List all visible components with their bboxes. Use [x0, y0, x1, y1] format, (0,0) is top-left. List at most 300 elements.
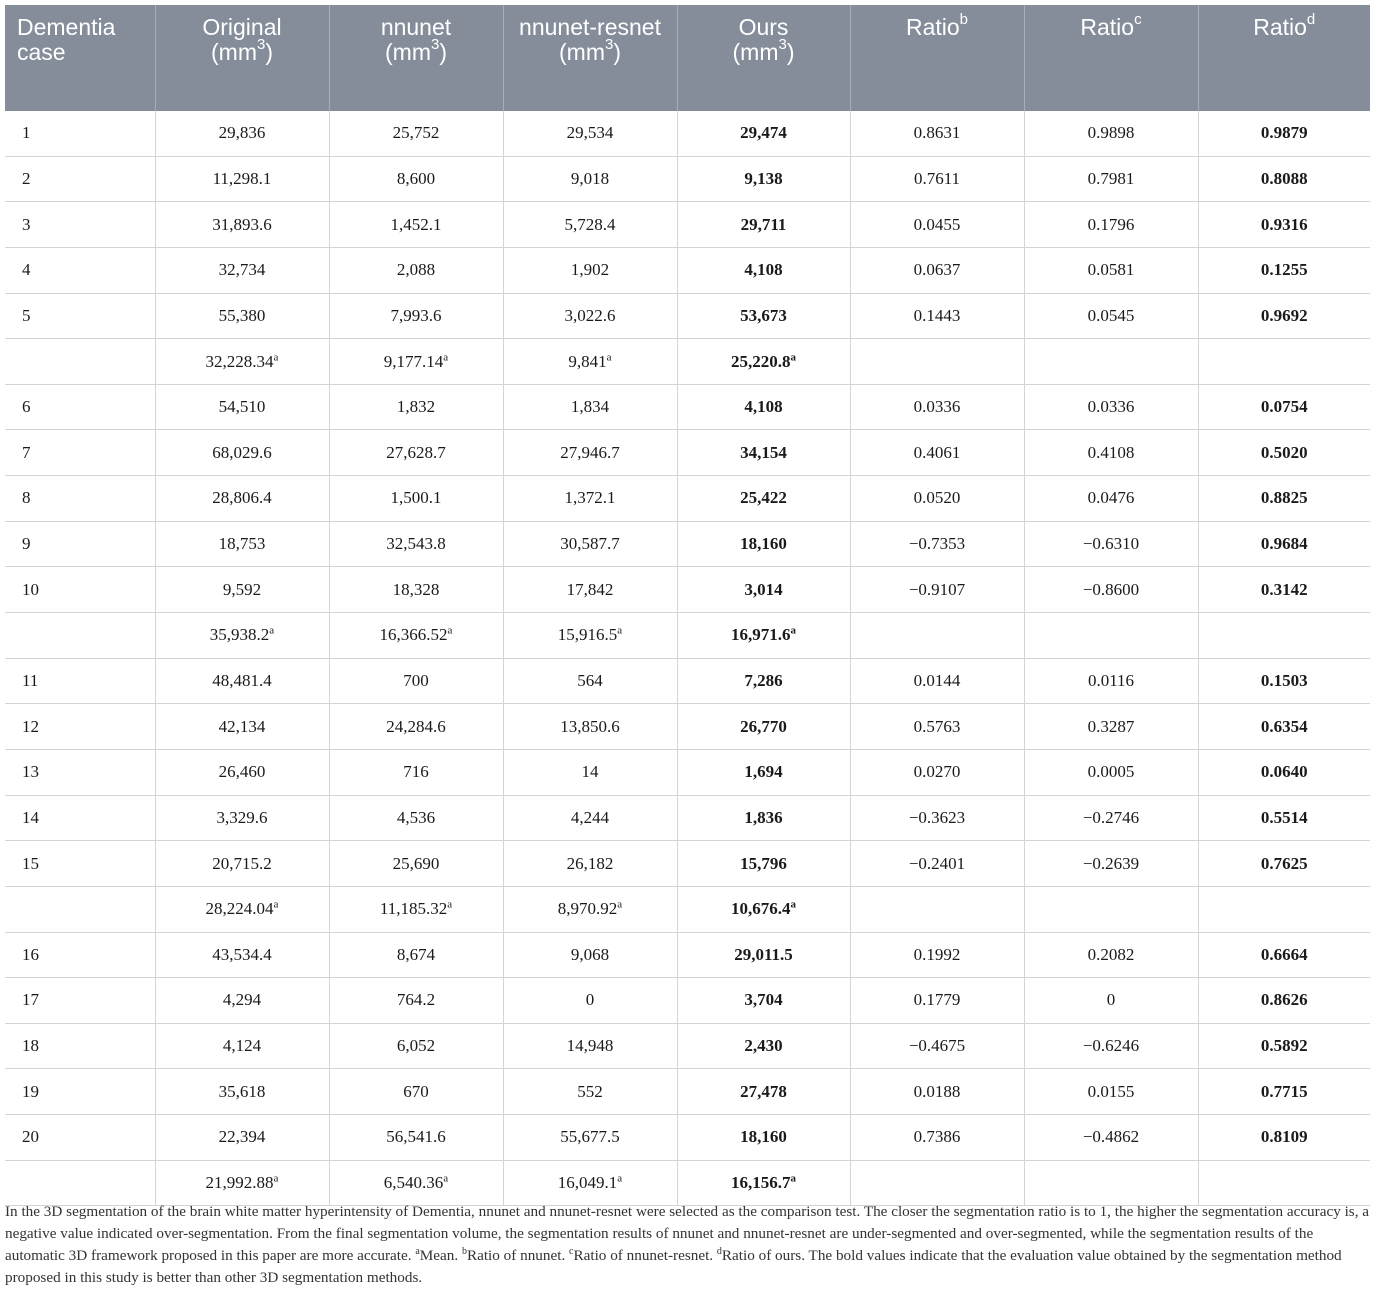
table-cell [850, 156, 1024, 202]
table-cell-value: 54,510 [218, 397, 266, 417]
table-cell [155, 704, 329, 750]
table-cell [503, 704, 677, 750]
table-cell [155, 932, 329, 978]
table-cell-value: 1,834 [570, 397, 610, 417]
table-cell-value: 0.5514 [1260, 807, 1308, 827]
table-cell-value: 25,422 [740, 488, 787, 508]
table-cell-value: 0.7625 [1260, 853, 1308, 873]
mean-marker: a [273, 350, 279, 363]
table-cell [850, 1160, 1024, 1206]
table-cell-value: 29,534 [566, 123, 614, 143]
table-cell [1024, 886, 1198, 932]
table-cell [677, 476, 850, 522]
column-header [677, 5, 850, 111]
mean-marker: a [606, 350, 612, 363]
table-cell [155, 156, 329, 202]
table-footnote [5, 1201, 1370, 1289]
mean-marker: a [790, 898, 796, 911]
table-cell [329, 704, 503, 750]
table-cell-value: 0.9898 [1087, 123, 1135, 143]
footnote-main-text: In the 3D segmentation of the brain white matter hyperintensity of Dementia, nnunet and nnunet-resnet were selected as the comparison test. The closer the segmentation ratio is to 1, the higher the segmentation accuracy is, a negative value indicated over-segmentation. From the final segmentation volume, the segmentation results of nnunet and nnunet-resnet are under-segmented and over-segmented, while the segmentation results of the automatic 3D framework proposed in this paper are more accurate. [5, 1203, 1370, 1264]
table-cell-value: 7 [22, 442, 31, 462]
table-cell-value: 19 [22, 1081, 39, 1101]
table-cell [677, 293, 850, 339]
table-cell [5, 932, 155, 978]
table-cell-value: 1,902 [570, 260, 610, 280]
mean-marker: a [443, 350, 449, 363]
footnote-marker: a [415, 1245, 420, 1257]
table-cell-value: 8,674 [396, 944, 436, 964]
table-cell [1198, 111, 1370, 156]
table-cell-value: 4,294 [222, 990, 262, 1010]
table-cell-value: 24,284.6 [386, 716, 446, 736]
table-cell-value: 14 [22, 807, 39, 827]
table-row [5, 247, 1370, 293]
table-cell [155, 1069, 329, 1115]
table-cell-value: 0.0336 [1087, 397, 1135, 417]
table-cell-value: 6,540.36 [383, 1173, 444, 1193]
table-cell [677, 567, 850, 613]
table-cell [1198, 384, 1370, 430]
table-cell-value: 35,618 [218, 1081, 266, 1101]
table-cell-value: 0.9684 [1260, 534, 1308, 554]
table-cell [329, 1023, 503, 1069]
table-cell-value: 17,842 [566, 579, 614, 599]
table-cell-value: 0.0155 [1087, 1081, 1135, 1101]
table-cell-value: 0.7611 [913, 168, 961, 188]
table-cell [155, 978, 329, 1024]
table-row [5, 202, 1370, 248]
table-cell-value: 9,841 [568, 351, 607, 371]
table-cell [155, 339, 329, 385]
table-cell [1198, 932, 1370, 978]
table-cell-value: 0.1255 [1260, 260, 1308, 280]
column-header-superscript: 3 [604, 36, 614, 54]
table-cell [5, 156, 155, 202]
table-cell [677, 795, 850, 841]
mean-marker: a [443, 1172, 449, 1185]
table-cell [155, 1160, 329, 1206]
table-cell [503, 841, 677, 887]
table-cell [503, 1115, 677, 1161]
table-row [5, 156, 1370, 202]
table-cell [850, 658, 1024, 704]
table-cell-value: 32,734 [218, 260, 266, 280]
table-cell-value: 16 [22, 944, 39, 964]
table-cell-value: 18,328 [392, 579, 440, 599]
table-cell-value: 53,673 [740, 305, 787, 325]
table-cell [1198, 613, 1370, 659]
table-cell [1198, 1160, 1370, 1206]
table-cell-value: 0.0754 [1260, 397, 1308, 417]
table-cell [503, 293, 677, 339]
table-cell [1198, 521, 1370, 567]
table-cell [677, 521, 850, 567]
table-cell [850, 795, 1024, 841]
table-cell [5, 978, 155, 1024]
table-cell [1024, 384, 1198, 430]
table-cell [677, 339, 850, 385]
table-cell [503, 978, 677, 1024]
table-cell [677, 932, 850, 978]
table-cell [503, 1160, 677, 1206]
mean-marker: a [447, 898, 453, 911]
table-cell-value: 564 [577, 671, 603, 690]
table-cell-value: 28,224.04 [205, 899, 274, 919]
table-cell-value: 29,011.5 [734, 944, 793, 964]
table-cell-value: 9,138 [744, 168, 783, 188]
table-cell [677, 613, 850, 659]
table-cell [1024, 202, 1198, 248]
table-cell-value: −0.4675 [908, 1036, 966, 1056]
table-cell [503, 613, 677, 659]
table-cell [503, 247, 677, 293]
table-cell [503, 1069, 677, 1115]
table-cell-value: −0.2639 [1082, 853, 1140, 873]
table-cell-value: 16,049.1 [557, 1173, 618, 1193]
table-row [5, 567, 1370, 613]
table-cell [677, 1115, 850, 1161]
table-cell-value: −0.9107 [908, 579, 966, 599]
table-cell [1024, 521, 1198, 567]
table-row [5, 521, 1370, 567]
table-cell [677, 156, 850, 202]
table-cell-value: 0.8631 [913, 123, 961, 143]
table-cell-value: 29,836 [218, 123, 266, 143]
table-cell [155, 613, 329, 659]
table-cell [1024, 1160, 1198, 1206]
table-cell [155, 476, 329, 522]
column-header-unit: (mm [211, 39, 257, 65]
table-cell-value: 0.0270 [913, 762, 961, 782]
table-cell-value: 28,806.4 [212, 488, 272, 508]
column-header-superscript: 3 [256, 36, 266, 54]
table-cell-value: 7,286 [744, 671, 783, 690]
table-cell [503, 384, 677, 430]
table-cell-value: 0.9692 [1260, 305, 1308, 325]
table-cell-value: 552 [577, 1081, 603, 1101]
table-cell [677, 886, 850, 932]
footnote-marker: d [716, 1245, 722, 1257]
table-cell [1198, 293, 1370, 339]
table-cell-value: 0.8825 [1260, 488, 1308, 508]
table-cell [850, 521, 1024, 567]
table-cell [329, 202, 503, 248]
table-cell-value: 0.0188 [913, 1081, 961, 1101]
column-header [5, 5, 155, 111]
table-cell-value: 10 [22, 579, 39, 599]
table-cell-value: 18,753 [218, 534, 266, 554]
table-cell-value: 14,948 [566, 1036, 614, 1056]
table-cell-value: 0.4108 [1087, 442, 1135, 462]
mean-marker: a [617, 1172, 623, 1185]
table-cell [329, 247, 503, 293]
table-cell-value: 0.2082 [1087, 944, 1135, 964]
table-cell-value: 0.7715 [1260, 1081, 1308, 1101]
table-cell-value: 0.9879 [1260, 123, 1308, 143]
table-cell-value: 3,014 [744, 579, 783, 599]
table-cell [850, 1069, 1024, 1115]
table-cell [1024, 795, 1198, 841]
table-cell-value: 0.1779 [913, 990, 961, 1010]
table-cell [503, 111, 677, 156]
column-header-label: nnunet-resnet [519, 14, 661, 40]
table-cell-value: −0.6246 [1082, 1036, 1140, 1056]
table-cell [329, 886, 503, 932]
mean-marker: a [447, 624, 453, 637]
table-row [5, 978, 1370, 1024]
column-header-label: Ratio [1253, 14, 1307, 40]
mean-marker: a [273, 1172, 279, 1185]
table-cell-value: 0.8109 [1260, 1127, 1308, 1147]
column-header-unit: (mm [385, 39, 431, 65]
table-cell-value: 1,836 [744, 807, 783, 827]
table-row [5, 293, 1370, 339]
table-cell [503, 795, 677, 841]
table-cell-value: 29,711 [740, 214, 787, 234]
table-row [5, 749, 1370, 795]
table-cell [677, 749, 850, 795]
footnote-bold-note: The bold values indicate that the evaluation value obtained by the segmentation method proposed in this study is better than other 3D segmentation methods. [5, 1247, 1342, 1286]
table-cell-value: 55,677.5 [560, 1127, 620, 1147]
table-cell [677, 658, 850, 704]
table-cell-value: 670 [403, 1081, 429, 1101]
table-cell [677, 1023, 850, 1069]
table-cell-value: −0.7353 [908, 534, 966, 554]
table-cell-value: 27,478 [740, 1081, 787, 1101]
table-cell-value: 13 [22, 762, 39, 782]
table-cell [1024, 247, 1198, 293]
table-cell [5, 202, 155, 248]
table-cell [329, 567, 503, 613]
table-cell [1024, 749, 1198, 795]
table-cell [5, 613, 155, 659]
table-cell [850, 247, 1024, 293]
table-cell [677, 978, 850, 1024]
table-cell [5, 704, 155, 750]
table-cell-value: 0.5892 [1260, 1036, 1308, 1056]
table-cell-value: 13,850.6 [560, 716, 620, 736]
table-cell-value: 7,993.6 [390, 305, 442, 325]
table-cell [850, 476, 1024, 522]
table-cell [1198, 841, 1370, 887]
table-cell [1024, 841, 1198, 887]
table-cell [1198, 658, 1370, 704]
table-cell-value: 0.3142 [1260, 579, 1308, 599]
footnote-note-text: Ratio of ours. [721, 1247, 806, 1264]
table-cell [329, 1160, 503, 1206]
table-cell-value: 25,752 [392, 123, 440, 143]
table-cell [5, 430, 155, 476]
table-cell [677, 384, 850, 430]
table-cell [850, 293, 1024, 339]
table-cell-value: 0.0640 [1260, 762, 1308, 782]
column-header-label: Ours [738, 14, 789, 40]
table-cell [1198, 795, 1370, 841]
table-cell [5, 1115, 155, 1161]
results-table-container [5, 5, 1370, 1206]
table-cell [329, 795, 503, 841]
table-cell [155, 293, 329, 339]
table-cell [850, 202, 1024, 248]
table-cell-value: 0.7386 [913, 1127, 961, 1147]
table-cell [5, 841, 155, 887]
table-cell-value: −0.2746 [1082, 807, 1140, 827]
table-cell-value: 9,018 [570, 168, 610, 188]
table-cell [677, 202, 850, 248]
table-cell [503, 156, 677, 202]
table-cell-value: 0 [1106, 990, 1116, 1010]
table-cell [503, 202, 677, 248]
column-header-superscript: 3 [430, 36, 440, 54]
table-cell-value: 10,676.4 [731, 899, 791, 919]
table-cell [677, 247, 850, 293]
table-cell-value: −0.4862 [1082, 1127, 1140, 1147]
table-cell [1024, 430, 1198, 476]
table-cell [1024, 567, 1198, 613]
table-cell-value: −0.6310 [1082, 534, 1140, 554]
table-cell [503, 1023, 677, 1069]
table-cell [155, 795, 329, 841]
table-cell-value: 2 [22, 168, 31, 188]
table-cell-value: 11,298.1 [212, 168, 272, 188]
table-cell [1198, 202, 1370, 248]
table-cell [677, 704, 850, 750]
table-cell-value: 20,715.2 [212, 853, 272, 873]
mean-marker: a [790, 624, 796, 637]
table-cell [677, 1069, 850, 1115]
column-header-unit: (mm [732, 39, 779, 65]
column-header-unit-suffix: ) [613, 39, 621, 65]
table-row [5, 932, 1370, 978]
table-cell-value: 0.0520 [913, 488, 961, 508]
table-cell [850, 704, 1024, 750]
table-cell-value: 3,022.6 [564, 305, 616, 325]
table-cell [503, 658, 677, 704]
table-cell [1024, 339, 1198, 385]
table-cell-value: 764.2 [396, 990, 436, 1010]
table-cell-value: 700 [403, 671, 429, 690]
table-cell [1024, 1023, 1198, 1069]
table-cell-value: 1 [22, 123, 31, 143]
table-cell-value: 0.0144 [913, 671, 961, 690]
table-cell [5, 293, 155, 339]
table-cell-value: 3,704 [744, 990, 783, 1010]
table-cell-value: 4,244 [570, 807, 610, 827]
table-cell-value: 26,182 [566, 853, 614, 873]
column-header-unit-suffix: ) [439, 39, 447, 65]
table-cell [850, 886, 1024, 932]
column-header-label: Dementia case [17, 14, 116, 65]
table-cell-value: 15 [22, 853, 39, 873]
footnote-note-text: Ratio of nnunet-resnet. [573, 1247, 714, 1264]
table-cell [329, 1115, 503, 1161]
table-cell [329, 658, 503, 704]
table-cell-value: 0.0545 [1087, 305, 1135, 325]
table-cell [503, 932, 677, 978]
table-cell [850, 384, 1024, 430]
table-cell [503, 430, 677, 476]
column-header-label: Original [202, 14, 282, 40]
table-cell [5, 795, 155, 841]
table-cell-value: −0.8600 [1082, 579, 1140, 599]
column-header-superscript: 3 [778, 36, 787, 54]
table-cell [329, 430, 503, 476]
table-cell [329, 156, 503, 202]
table-row [5, 841, 1370, 887]
table-cell-value: 42,134 [218, 716, 266, 736]
table-cell-value: 4,108 [744, 260, 783, 280]
table-cell [503, 476, 677, 522]
table-cell [1198, 978, 1370, 1024]
table-cell-value: 5,728.4 [564, 214, 616, 234]
table-cell [155, 247, 329, 293]
table-cell-value: 0.1503 [1260, 671, 1308, 690]
table-cell [1024, 978, 1198, 1024]
table-cell-value: 48,481.4 [212, 671, 272, 690]
table-cell-value: 26,770 [740, 716, 787, 736]
table-cell-value: 14 [581, 762, 599, 782]
column-header-unit: (mm [559, 39, 605, 65]
table-cell-value: 2,430 [744, 1036, 783, 1056]
footnote-note-text: Ratio of nnunet. [466, 1247, 566, 1264]
table-cell-value: 0.0336 [913, 397, 961, 417]
column-header [1024, 5, 1198, 111]
table-cell-value: 1,452.1 [390, 214, 442, 234]
table-cell [1198, 1115, 1370, 1161]
table-cell [677, 111, 850, 156]
table-cell-value: 15,796 [740, 853, 787, 873]
table-cell [155, 841, 329, 887]
table-cell [329, 613, 503, 659]
table-cell-value: 0.9316 [1260, 214, 1308, 234]
table-cell-value: 0.4061 [913, 442, 961, 462]
table-cell [155, 567, 329, 613]
table-row [5, 384, 1370, 430]
table-cell-value: 4,124 [222, 1036, 262, 1056]
table-cell-value: 25,220.8 [731, 351, 791, 371]
table-cell-value: 0.6354 [1260, 716, 1308, 736]
table-cell [1024, 658, 1198, 704]
table-cell [5, 567, 155, 613]
table-cell-value: 8,600 [396, 168, 436, 188]
table-cell [503, 749, 677, 795]
table-cell-value: 8,970.92 [557, 899, 618, 919]
table-cell [5, 1069, 155, 1115]
table-cell-value: 3,329.6 [216, 807, 268, 827]
column-header-label: Ratio [905, 14, 960, 40]
table-cell [1198, 1023, 1370, 1069]
table-cell [329, 841, 503, 887]
table-cell [155, 1115, 329, 1161]
table-cell-value: 22,394 [218, 1127, 266, 1147]
header-row [5, 5, 1370, 111]
table-row [5, 476, 1370, 522]
table-row-mean [5, 339, 1370, 385]
table-cell-value: 16,971.6 [731, 625, 791, 645]
mean-marker: a [269, 624, 275, 637]
table-cell [1198, 1069, 1370, 1115]
table-cell-value: 0 [585, 990, 595, 1010]
table-cell-value: 716 [403, 762, 429, 782]
table-row [5, 430, 1370, 476]
table-cell-value: 1,500.1 [390, 488, 442, 508]
table-cell [1024, 156, 1198, 202]
footnote-marker: c [569, 1245, 574, 1257]
column-header [1198, 5, 1370, 111]
table-cell-value: 15,916.5 [557, 625, 618, 645]
table-cell-value: 8 [22, 488, 31, 508]
